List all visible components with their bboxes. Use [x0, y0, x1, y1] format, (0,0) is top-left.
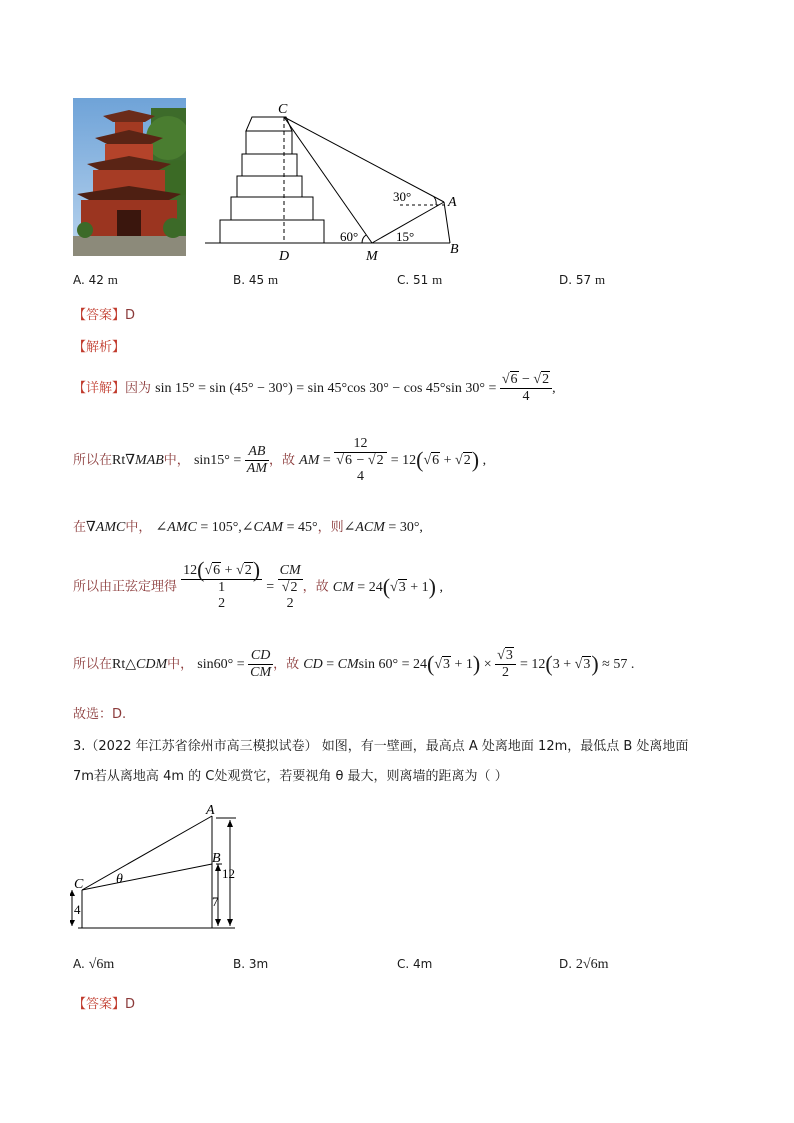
- detail-line-2: 所以在Rt∇MAB中， sin15° = $\frac{AB}{AM}$ ，故 AM = 12 √6 − √2 4 = 12(√6 + √2) ,: [73, 436, 487, 484]
- label-m: M: [366, 249, 378, 264]
- label-a: A: [448, 195, 457, 210]
- label-c: C: [278, 102, 288, 117]
- label-c2: C: [74, 877, 84, 892]
- q3-stem-line-1: 3.（2022 年江苏省徐州市高三模拟试卷） 如图，有一壁画，最高点 A 处离地面 12m，最低点 B 处离地面: [73, 739, 689, 754]
- detail-line-3: 在∇AMC中， ∠AMC = 105°,∠CAM = 45°，则∠ACM = 30°,: [73, 520, 423, 535]
- height-4: 4: [74, 902, 81, 917]
- label-d: D: [279, 249, 290, 264]
- pagoda-geometry-figure: [200, 98, 470, 264]
- q3-option-a: A. √6m: [73, 957, 115, 972]
- angle-30: 30°: [393, 189, 412, 204]
- label-theta: θ: [116, 872, 123, 887]
- height-7: 7: [212, 894, 219, 909]
- height-12: 12: [222, 866, 235, 881]
- detail-line-4: 所以由正弦定理得 12(√6 + √2) 1 2 = CM √2 2 ，故 CM = 24(√3 + 1) ,: [73, 557, 443, 611]
- option-c: C. 51 m: [397, 272, 443, 287]
- conclusion: 故选：D.: [73, 707, 127, 722]
- q3-answer-line: 【答案】D: [73, 997, 136, 1012]
- angle-15: 15°: [396, 229, 415, 244]
- q3-stem-line-2: 7m若从离地高 4m 的 C处观赏它，若要视角 θ 最大，则离墙的距离为（ ）: [73, 769, 508, 784]
- mural-geometry-figure: [70, 800, 250, 940]
- pagoda-photo: [73, 98, 186, 256]
- detail-line-1: 【详解】因为 sin 15° = sin (45° − 30°) = sin 45°cos 30° − cos 45°sin 30° = $\frac{√6 - √2}{4}$ ,: [73, 372, 556, 404]
- q3-option-d: D. 2√6m: [559, 957, 609, 972]
- angle-60: 60°: [340, 229, 359, 244]
- label-b: B: [450, 242, 459, 257]
- label-b2: B: [212, 851, 221, 866]
- answer-line: 【答案】D: [73, 308, 136, 323]
- label-a2: A: [206, 803, 215, 818]
- detail-line-5: 所以在Rt△CDM中， sin60° = $\frac{CD}{CM}$ ，故 CD = CMsin 60° = 24(√3 + 1) × $\frac{√3}{2}$ = 12(3 + √3) ≈ 57 .: [73, 648, 635, 680]
- option-b: B. 45 m: [233, 272, 279, 287]
- option-d: D. 57 m: [559, 272, 606, 287]
- q3-option-c: C. 4m: [397, 957, 433, 971]
- option-a: A. 42 m: [73, 272, 118, 287]
- q3-option-b: B. 3m: [233, 957, 269, 971]
- analysis-tag: 【解析】: [73, 340, 126, 355]
